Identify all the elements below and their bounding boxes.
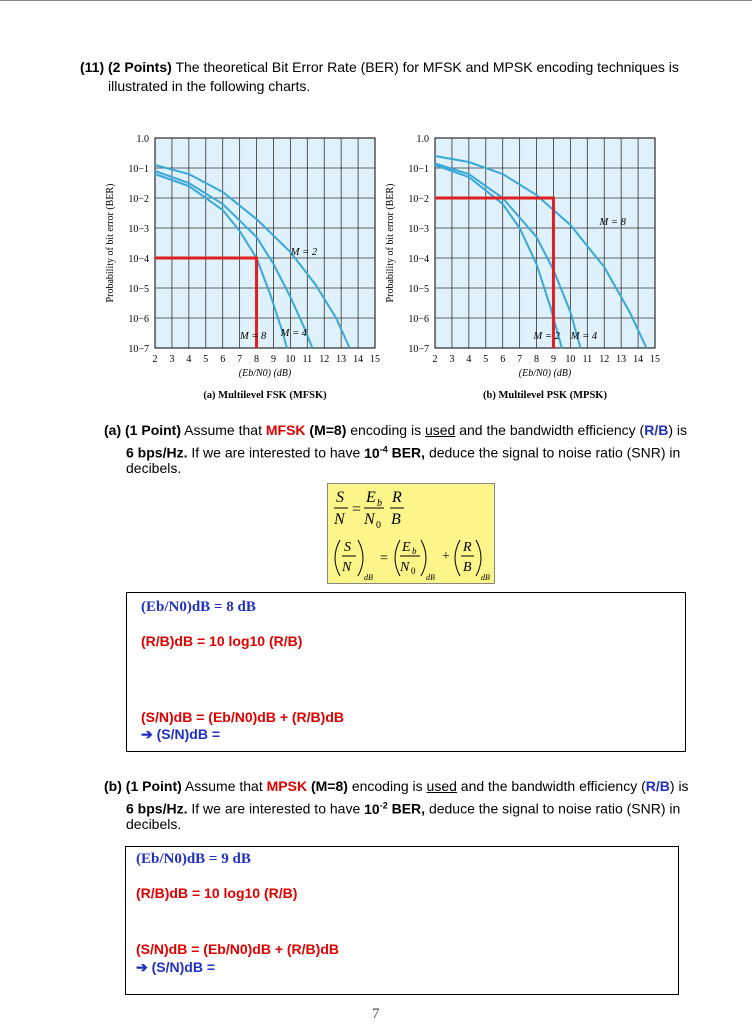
part-a-t3: and the bandwidth efficiency (: [459, 422, 645, 438]
formula2-db3: dB: [481, 573, 490, 582]
part-b-label: (b): [104, 778, 122, 794]
part-a-m8: (M=8): [309, 422, 347, 438]
formula-s: S: [336, 489, 344, 506]
part-b-m8: (M=8): [310, 778, 348, 794]
y-tick-label: 10−6: [408, 314, 429, 325]
y-tick-label: 10−4: [408, 254, 429, 265]
part-a-bps: 6 bps/Hz.: [126, 444, 188, 461]
part-a-rb: R/B: [644, 422, 669, 438]
formula2-db1: dB: [364, 573, 373, 582]
x-tick-label: 5: [483, 354, 489, 365]
formula2-r: R: [463, 540, 472, 555]
x-tick-label: 11: [302, 354, 313, 365]
formula2-n: N: [342, 560, 352, 575]
formula-n0: N: [364, 511, 375, 528]
x-tick-label: 14: [633, 354, 644, 365]
formula-svg: [328, 484, 494, 583]
answer-b-line3: (S/N)dB = (Eb/N0)dB + (R/B)dB: [136, 941, 339, 957]
x-tick-label: 7: [237, 354, 243, 365]
part-a-used: used: [424, 422, 456, 438]
plot-area: [155, 138, 375, 348]
question-11-line2: [108, 77, 310, 96]
formula-b: B: [391, 511, 401, 528]
part-a-t4: ) is: [668, 422, 688, 438]
part-b-line3-text: decibels.: [126, 816, 182, 832]
x-tick-label: 4: [186, 354, 192, 365]
part-b-ber: 10: [364, 800, 380, 817]
formula2-eb: E: [402, 540, 411, 555]
part-b-points: (1 Point): [125, 778, 182, 794]
formula2-b-sub: b: [412, 546, 417, 556]
part-a-line1: [104, 421, 704, 440]
formula-zero: 0: [376, 520, 381, 531]
part-a-line2: [126, 440, 680, 463]
formula2-s: S: [344, 540, 351, 555]
answer-b-line2: (R/B)dB = 10 log10 (R/B): [136, 885, 298, 901]
y-tick-label: 10−7: [128, 344, 149, 355]
x-tick-label: 15: [370, 354, 380, 365]
y-tick-label: 10−1: [128, 164, 149, 175]
x-tick-label: 12: [319, 354, 330, 365]
question-text: The theoretical Bit Error Rate (BER) for MFSK and MPSK encoding techniques is: [175, 59, 679, 75]
part-b-t3: and the bandwidth efficiency (: [460, 778, 646, 794]
part-a-t2: encoding is: [350, 422, 422, 438]
question-text-2: illustrated in the following charts.: [108, 78, 311, 94]
formula2-plus: +: [442, 549, 450, 564]
y-tick-label: 10−4: [128, 254, 149, 265]
answer-b-line1: (Eb/N0)dB = 9 dB: [136, 851, 251, 867]
curve-label-m8: M = 8: [239, 331, 267, 342]
y-tick-label: 10−3: [128, 224, 149, 235]
x-tick-label: 4: [466, 354, 472, 365]
formula-eb: E: [366, 489, 376, 506]
formula-box: [327, 483, 495, 584]
y-tick-label: 10−5: [128, 284, 149, 295]
x-tick-label: 6: [500, 354, 506, 365]
part-a-ber-exp: -4: [379, 444, 388, 454]
part-b-rb: R/B: [645, 778, 670, 794]
part-b-ber-txt: BER,: [391, 800, 426, 817]
part-b-bps: 6 bps/Hz.: [126, 800, 188, 817]
question-points: (2 Points): [108, 59, 172, 75]
y-axis-label: Probability of bit error (BER): [385, 183, 396, 303]
page-top-rule: [0, 0, 752, 1]
y-axis-label: Probability of bit error (BER): [105, 183, 116, 303]
part-b-used: used: [426, 778, 457, 794]
x-tick-label: 7: [517, 354, 523, 365]
formula-b-sub: b: [377, 498, 382, 509]
part-a-mfsk: MFSK: [265, 422, 306, 438]
curve-label-m8: M = 8: [599, 217, 626, 228]
formula2-db2: dB: [426, 573, 435, 582]
chart-mpsk: [380, 105, 670, 405]
part-a-t1: Assume that: [184, 422, 262, 438]
chart-mfsk: [100, 105, 390, 405]
part-b-ber-exp: -2: [379, 800, 388, 810]
part-b-mpsk: MPSK: [266, 778, 308, 794]
part-b-t4: ) is: [669, 778, 689, 794]
x-tick-label: 3: [449, 354, 455, 365]
x-tick-label: 11: [582, 354, 593, 365]
y-tick-label: 10−1: [408, 164, 429, 175]
chart-title: (a) Multilevel FSK (MFSK): [203, 390, 327, 401]
formula2-n0: N: [400, 560, 410, 575]
x-tick-label: 13: [336, 354, 347, 365]
answer-b-line4: ➔ (S/N)dB =: [136, 959, 216, 975]
y-tick-label: 10−2: [128, 194, 149, 205]
curve-label-m4: M = 4: [280, 328, 307, 339]
chart-title: (b) Multilevel PSK (MPSK): [483, 390, 607, 401]
formula2-b: B: [463, 560, 472, 575]
part-a-points: (1 Point): [125, 422, 182, 438]
formula-eq: =: [352, 501, 362, 518]
answer-a-line2: (R/B)dB = 10 log10 (R/B): [141, 633, 303, 649]
x-tick-label: 2: [432, 354, 438, 365]
part-b-line2: [126, 796, 680, 819]
x-tick-label: 9: [270, 354, 276, 365]
x-tick-label: 10: [565, 354, 576, 365]
formula2-eq: =: [380, 551, 388, 566]
y-tick-label: 10−2: [408, 194, 429, 205]
page-number: 7: [372, 1006, 380, 1022]
y-tick-label: 10−5: [408, 284, 429, 295]
x-tick-label: 9: [550, 354, 556, 365]
answer-a-line3: (S/N)dB = (Eb/N0)dB + (R/B)dB: [141, 709, 344, 725]
answer-a-line1: (Eb/N0)dB = 8 dB: [141, 599, 256, 615]
x-tick-label: 5: [203, 354, 209, 365]
part-b-line2b: If we are interested to have: [191, 800, 361, 817]
plot-area: [435, 138, 655, 348]
y-tick-label: 1.0: [416, 134, 429, 145]
y-tick-label: 1.0: [136, 134, 149, 145]
x-tick-label: 3: [169, 354, 175, 365]
x-tick-label: 13: [616, 354, 627, 365]
x-axis-label: (Eb/N0) (dB): [518, 368, 572, 379]
formula-r: R: [392, 489, 402, 506]
part-a-line3-text: decibels.: [126, 460, 182, 476]
part-a-ber-txt: BER,: [391, 444, 426, 461]
part-a-label: (a): [104, 422, 122, 438]
x-tick-label: 2: [152, 354, 158, 365]
x-tick-label: 8: [534, 354, 540, 365]
answer-box-a: [126, 592, 686, 752]
curve-label-m2: M = 2: [290, 247, 318, 258]
y-tick-label: 10−6: [128, 314, 149, 325]
x-tick-label: 8: [254, 354, 260, 365]
x-tick-label: 14: [353, 354, 364, 365]
part-b-line2c: deduce the signal to noise ratio (SNR) in: [428, 800, 681, 817]
formula2-zero: 0: [411, 566, 416, 576]
question-11-header: [80, 58, 690, 77]
part-a-line3: [126, 459, 181, 478]
part-b-line1: [104, 777, 704, 796]
x-tick-label: 6: [220, 354, 226, 365]
y-tick-label: 10−3: [408, 224, 429, 235]
part-a-line2c: deduce the signal to noise ratio (SNR) in: [428, 444, 681, 461]
part-a-ber: 10: [364, 444, 380, 461]
answer-box-b: [125, 846, 679, 995]
x-tick-label: 10: [285, 354, 296, 365]
part-b-line3: [126, 815, 181, 834]
x-tick-label: 15: [650, 354, 660, 365]
formula-n: N: [334, 511, 345, 528]
curve-label-m4: M = 4: [570, 331, 598, 342]
part-a-line2b: If we are interested to have: [191, 444, 361, 461]
curve-label-m2: M = 2: [533, 331, 560, 342]
y-tick-label: 10−7: [408, 344, 429, 355]
x-axis-label: (Eb/N0) (dB): [238, 368, 292, 379]
part-b-t2: encoding is: [351, 778, 423, 794]
question-number: (11): [80, 59, 105, 75]
answer-a-line4: ➔ (S/N)dB =: [141, 726, 221, 742]
x-tick-label: 12: [599, 354, 610, 365]
part-b-t1: Assume that: [184, 778, 263, 794]
